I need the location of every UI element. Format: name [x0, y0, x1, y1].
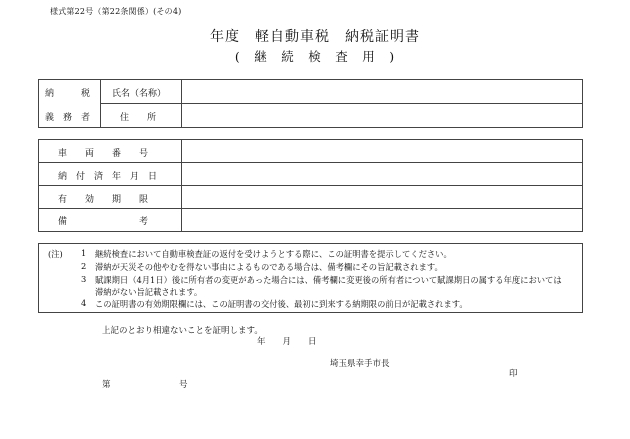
note-3-number: 3 [81, 274, 87, 284]
address-value[interactable] [190, 110, 575, 124]
note-1-number: 1 [81, 248, 87, 258]
address-label: 住 所 [120, 113, 157, 123]
payment-date-value[interactable] [190, 169, 575, 182]
vehicle-row-divider-1 [38, 162, 583, 163]
note-2-text: 滞納が天災その他やむを得ない事由によるものである場合は、備考欄にその旨記載されます。 [95, 262, 443, 272]
note-4-text: この証明書の有効期限欄には、この証明書の交付後、最初に到来する納期限の前日が記載されます。 [95, 299, 468, 309]
expiry-label: 有 効 期 限 [58, 195, 149, 205]
vehicle-number-value[interactable] [190, 146, 575, 159]
issuer-name: 埼玉県幸手市長 [330, 359, 390, 369]
document-title: 年度 軽自動車税 納税証明書 [210, 29, 420, 45]
note-3-continuation: 滞納がない旨記載されます。 [95, 287, 203, 297]
seal-mark: 印 [509, 369, 518, 379]
expiry-value[interactable] [190, 192, 575, 205]
note-2-number: 2 [81, 261, 87, 271]
note-1-text: 継続検査において自動車検査証の返付を受けようとする際に、この証明書を提示してください。 [95, 249, 452, 259]
remarks-label: 備 考 [58, 217, 149, 227]
vehicle-row-divider-3 [38, 208, 583, 209]
certification-statement: 上記のとおり相違ないことを証明します。 [102, 326, 263, 336]
taxpayer-row-divider [100, 103, 583, 104]
document-subtitle: ( 継 続 検 査 用 ) [234, 49, 396, 64]
remarks-value[interactable] [190, 214, 575, 227]
note-4-number: 4 [81, 298, 87, 308]
vehicle-number-label: 車 両 番 号 [58, 149, 149, 159]
taxpayer-group-label-1: 納 税 [45, 89, 91, 99]
taxpayer-group-label-2: 義 務 者 [45, 113, 91, 123]
number-prefix: 第 [102, 380, 111, 390]
notes-marker: (注) [48, 249, 63, 259]
note-3-text: 賦課期日（4月1日）後に所有者の変更があった場合には、備考欄に変更後の所有者について賦課期日の属する年度においては [95, 275, 562, 285]
vehicle-row-divider-2 [38, 185, 583, 186]
payment-date-label: 納 付 済 年 月 日 [58, 172, 158, 182]
name-value[interactable] [190, 86, 575, 100]
certification-date: 年 月 日 [257, 337, 317, 347]
form-number: 様式第22号（第22条関係）(その4) [50, 7, 182, 16]
number-suffix: 号 [179, 380, 188, 390]
name-label: 氏名（名称） [112, 89, 167, 99]
